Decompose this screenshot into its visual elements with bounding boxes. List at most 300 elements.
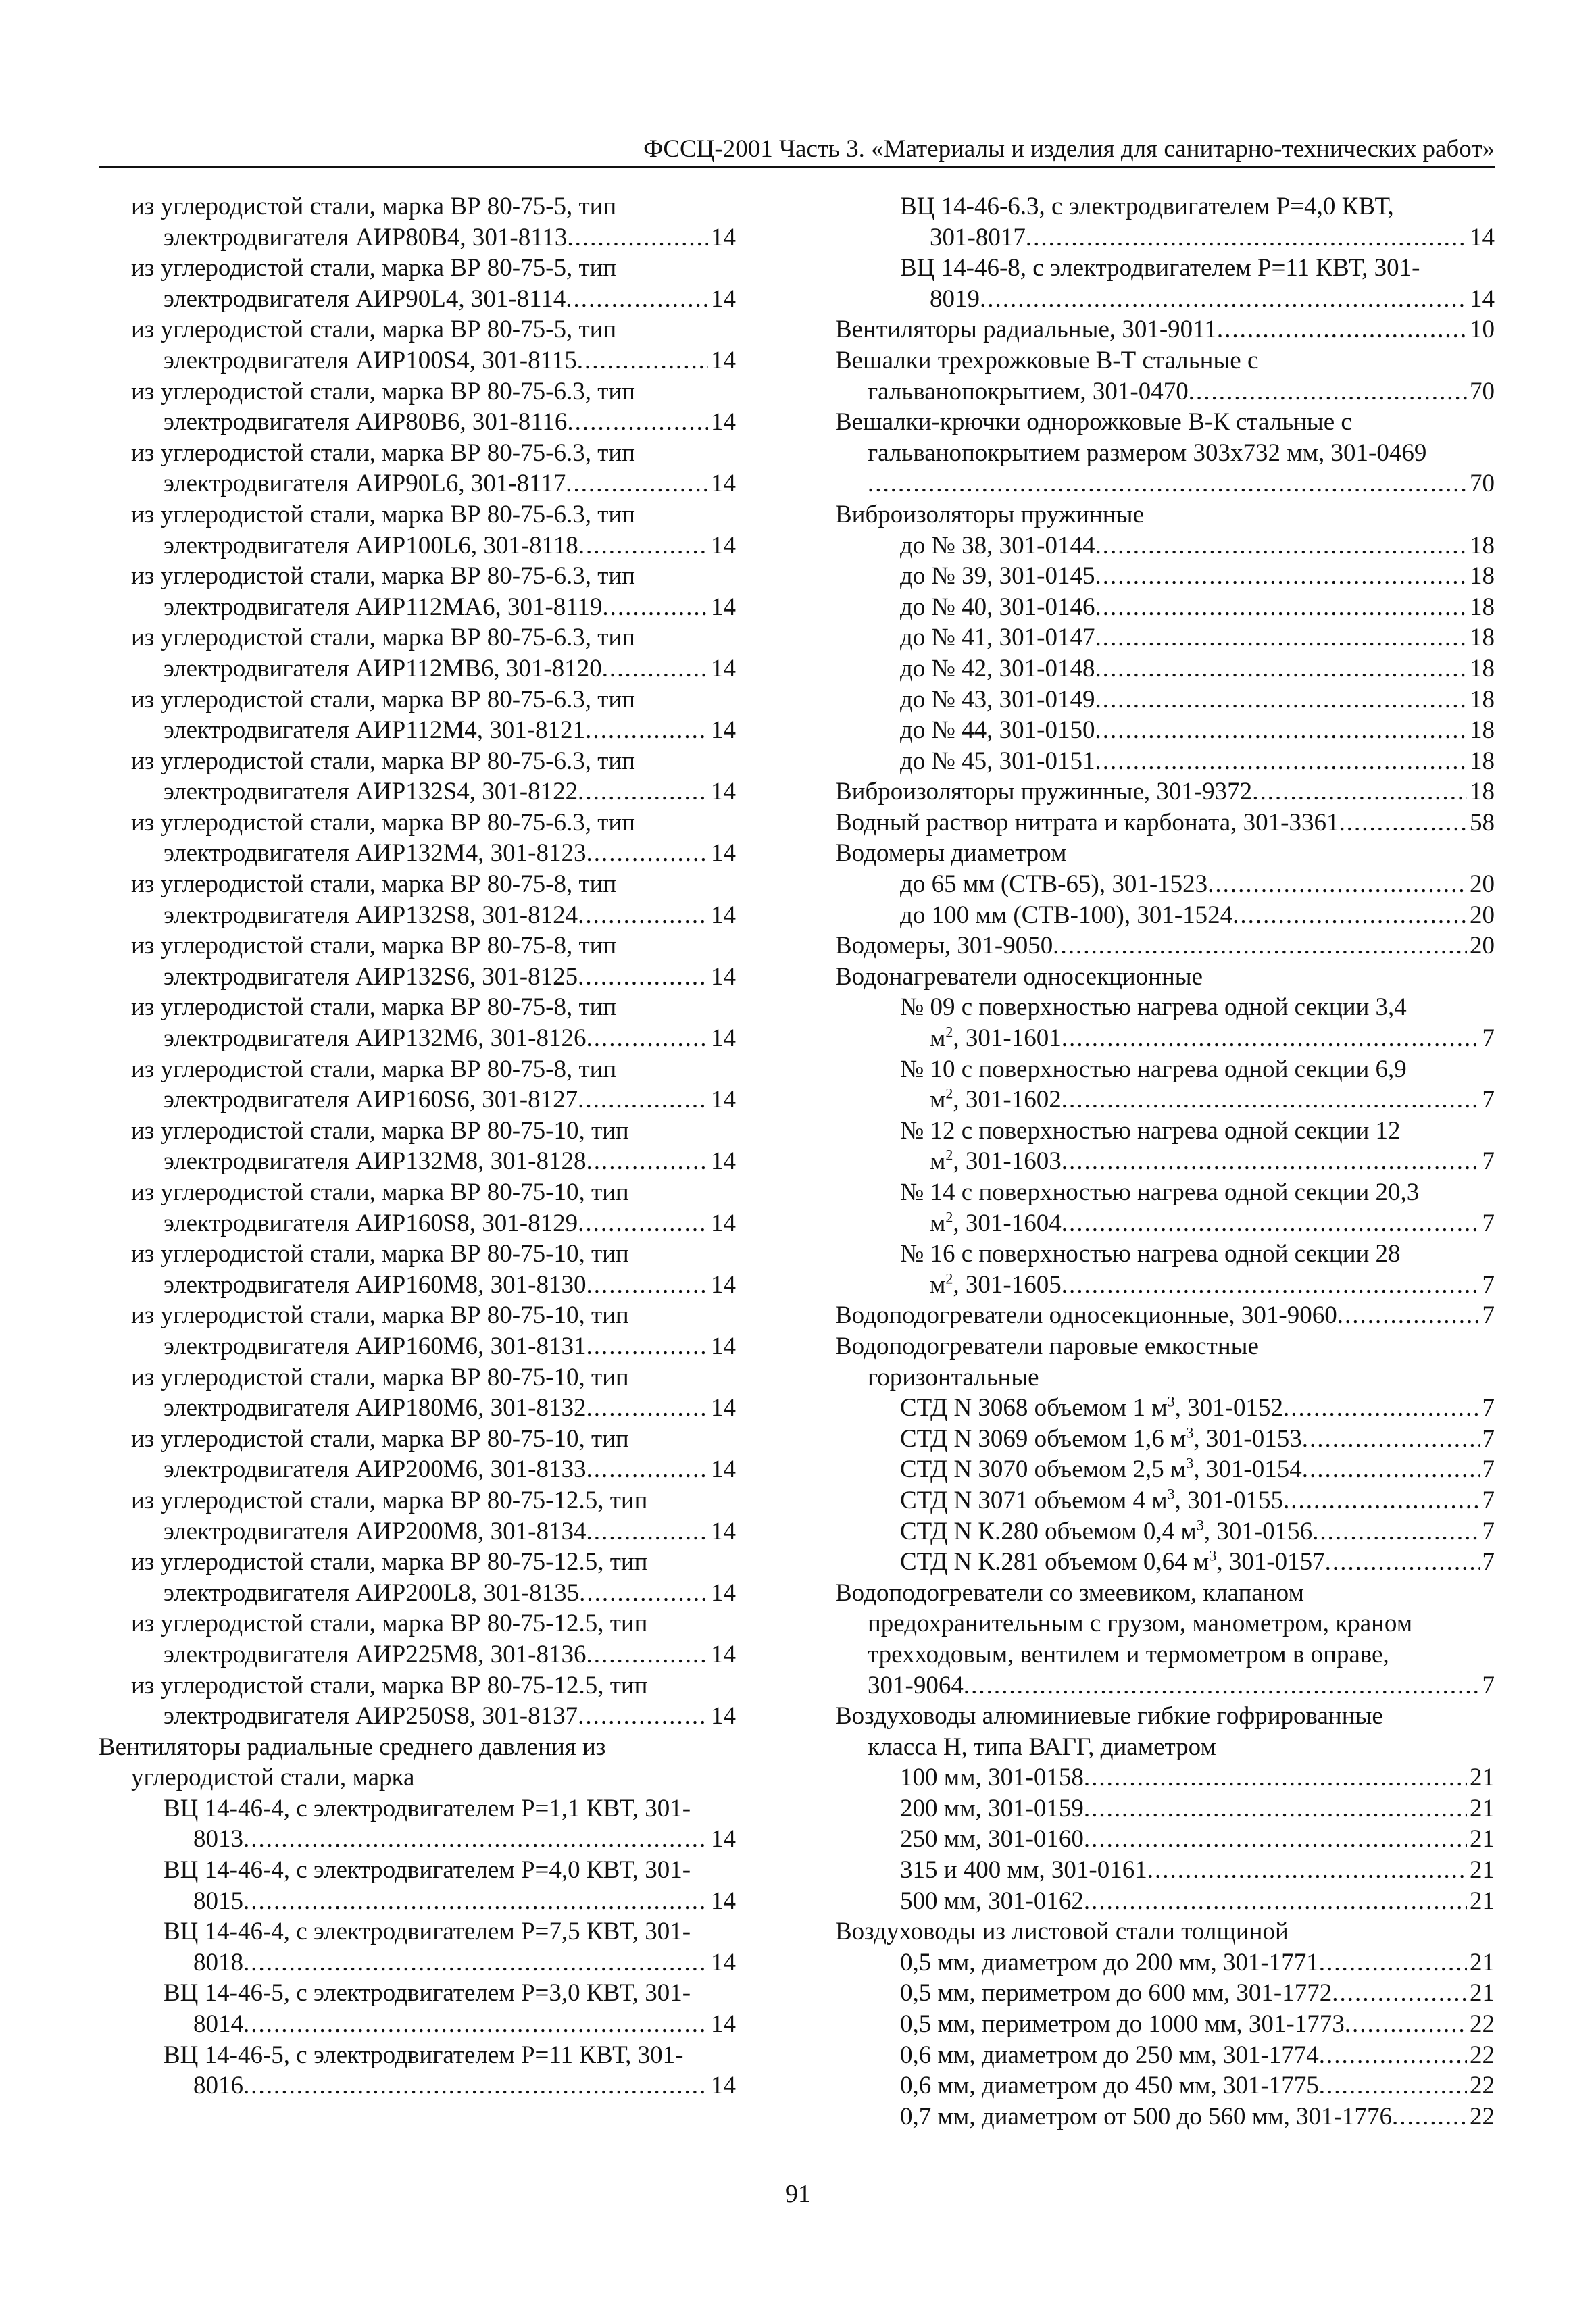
index-entry-line (835, 776, 1495, 807)
index-entry-line (835, 900, 1495, 931)
index-entry-page: 14 (711, 1024, 736, 1053)
index-entry-line (835, 438, 1495, 469)
index-entry-text: электродвигателя АИР112МА6, 301-8119 (164, 593, 603, 621)
index-entry-page: 7 (1482, 1024, 1495, 1053)
dot-leader (243, 1886, 708, 1917)
dot-leader (567, 407, 708, 438)
index-entry-text: из углеродистой стали, марка ВР 80-75-10, тип (131, 1240, 629, 1268)
dot-leader (1095, 592, 1467, 623)
index-entry-text: электродвигателя АИР90L4, 301-8114 (164, 284, 566, 313)
index-entry-line (99, 2009, 736, 2040)
index-entry-line (835, 1916, 1495, 1947)
index-entry-text: гальванопокрытием, 301-0470 (868, 377, 1189, 405)
index-entry-line (99, 1454, 736, 1485)
index-entry-line (99, 1146, 736, 1177)
index-entry-page: 14 (711, 470, 736, 498)
index-entry-text: углеродистой стали, марка (131, 1764, 415, 1792)
index-entry-text: из углеродистой стали, марка ВР 80-75-12.5, тип (131, 1610, 648, 1638)
index-entry-line (99, 1424, 736, 1455)
index-entry-text: электродвигателя АИР80В4, 301-8113 (164, 223, 568, 251)
dot-leader (243, 2070, 708, 2101)
index-entry-page: 14 (711, 1394, 736, 1422)
index-entry-line (835, 222, 1495, 253)
index-entry-line (99, 1516, 736, 1547)
dot-leader (1217, 314, 1467, 345)
index-entry-page: 7 (1482, 1394, 1495, 1422)
index-entry-page: 22 (1470, 2041, 1495, 2069)
index-entry-text: № 09 с поверхностью нагрева одной секции 3,4 (900, 993, 1407, 1022)
index-entry-line (99, 900, 736, 931)
dot-leader (577, 345, 708, 376)
index-entry-text: электродвигателя АИР132S8, 301-8124 (164, 901, 578, 929)
index-entry-text: СТД N К.281 объемом 0,64 $м^3$, 301-0157 (900, 1547, 1325, 1576)
dot-leader (578, 962, 708, 993)
index-entry-line (99, 746, 736, 777)
index-entry-text: 8016 (193, 2072, 243, 2100)
index-entry-page: 7 (1482, 1671, 1495, 1699)
index-entry-text: Водный раствор нитрата и карбоната, 301-3361 (835, 808, 1339, 837)
dot-leader (1062, 1146, 1480, 1177)
index-entry-text: 0,5 мм, периметром до 600 мм, 301-1772 (900, 1979, 1332, 2008)
index-entry-page: 14 (711, 654, 736, 682)
index-entry-text: из углеродистой стали, марка ВР 80-75-8, тип (131, 870, 617, 899)
index-entry-line (835, 2070, 1495, 2101)
index-entry-line (99, 1177, 736, 1208)
index-entry-text: 0,5 мм, диаметром до 200 мм, 301-1771 (900, 1948, 1319, 1976)
index-entry-page: 58 (1470, 808, 1495, 837)
index-entry-page: 21 (1470, 1794, 1495, 1822)
index-entry-line (835, 407, 1495, 438)
index-entry-page: 22 (1470, 2072, 1495, 2100)
dot-leader (578, 776, 708, 807)
index-entry-text: предохранительным с грузом, манометром, краном (868, 1610, 1413, 1638)
dot-leader (1095, 530, 1467, 562)
index-entry-line (835, 1116, 1495, 1147)
dot-leader (578, 1085, 708, 1116)
dot-leader (1062, 1270, 1480, 1301)
index-entry-text: до 100 мм (СТВ-100), 301-1524 (900, 901, 1233, 929)
index-entry-line (99, 1270, 736, 1301)
index-entry-text: 8014 (193, 2010, 243, 2039)
index-entry-page: 18 (1470, 593, 1495, 621)
index-entry-page: 14 (1470, 284, 1495, 313)
index-entry-text: ВЦ 14-46-4, с электродвигателем Р=1,1 КВТ, 301- (164, 1794, 691, 1822)
index-entry-text: $м^2$, 301-1603 (930, 1147, 1062, 1176)
index-entry-text: из углеродистой стали, марка ВР 80-75-6.3, тип (131, 377, 635, 405)
index-entry-text: ВЦ 14-46-5, с электродвигателем Р=11 КВТ, 301- (164, 2041, 684, 2069)
index-entry-line (835, 992, 1495, 1023)
index-entry-text: 8013 (193, 1825, 243, 1853)
index-entry-page: 14 (711, 1640, 736, 1668)
page-header-title: ФССЦ-2001 Часть 3. «Материалы и изделия для санитарно-технических работ» (643, 135, 1495, 163)
index-entry-text: Водоподогреватели со змеевиком, клапаном (835, 1578, 1304, 1607)
index-entry-line (99, 2070, 736, 2101)
index-entry-text: из углеродистой стали, марка ВР 80-75-12.5, тип (131, 1548, 648, 1576)
dot-leader (586, 1331, 708, 1362)
index-entry-text: Водомеры диаметром (835, 839, 1067, 868)
index-entry-text: электродвигателя АИР80В6, 301-8116 (164, 408, 568, 437)
index-entry-text: Водоподогреватели паровые емкостные (835, 1332, 1259, 1360)
dot-leader (1345, 2009, 1467, 2040)
index-entry-page: 18 (1470, 562, 1495, 591)
index-entry-line (99, 1116, 736, 1147)
dot-leader (1252, 776, 1467, 807)
dot-leader (1319, 2070, 1467, 2101)
index-entry-text: до 65 мм (СТВ-65), 301-1523 (900, 870, 1208, 899)
index-entry-text: из углеродистой стали, марка ВР 80-75-10, тип (131, 1116, 629, 1145)
index-entry-line (835, 1454, 1495, 1485)
index-entry-line (835, 1362, 1495, 1393)
index-entry-page: 7 (1482, 1424, 1495, 1453)
index-entry-line (99, 992, 736, 1023)
index-entry-text: ВЦ 14-46-6.3, с электродвигателем Р=4,0 КВТ, (900, 193, 1394, 220)
index-column-right (835, 191, 1495, 2132)
dot-leader (964, 1670, 1480, 1701)
index-entry-line (835, 962, 1495, 993)
dot-leader (1084, 1886, 1467, 1917)
index-entry-line (99, 376, 736, 407)
index-entry-text: электродвигателя АИР112МВ6, 301-8120 (164, 654, 602, 682)
index-entry-text: из углеродистой стали, марка ВР 80-75-5, тип (131, 316, 617, 344)
dot-leader (1337, 1300, 1480, 1331)
index-entry-line (835, 376, 1495, 407)
index-entry-text: 100 мм, 301-0158 (900, 1764, 1084, 1792)
index-entry-page: 7 (1482, 1086, 1495, 1114)
index-entry-text: до № 45, 301-0151 (900, 747, 1095, 775)
dot-leader (1207, 869, 1467, 900)
index-entry-text: трехходовым, вентилем и термометром в оправе, (868, 1640, 1389, 1668)
index-entry-text: до № 40, 301-0146 (900, 593, 1095, 621)
index-entry-text: Виброизоляторы пружинные, 301-9372 (835, 778, 1253, 806)
index-entry-text: Виброизоляторы пружинные (835, 500, 1144, 528)
dot-leader (586, 838, 708, 869)
index-entry-text: из углеродистой стали, марка ВР 80-75-10, тип (131, 1178, 629, 1206)
index-entry-line (835, 1331, 1495, 1362)
index-entry-text: из углеродистой стали, марка ВР 80-75-6.3, тип (131, 624, 635, 652)
index-entry-text: Воздуховоды из листовой стали толщиной (835, 1918, 1289, 1946)
index-entry-text: электродвигателя АИР160S8, 301-8129 (164, 1209, 578, 1237)
index-entry-text: электродвигателя АИР250S8, 301-8137 (164, 1702, 578, 1731)
index-entry-line (835, 1300, 1495, 1331)
index-entry-line (835, 314, 1495, 345)
index-entry-page: 18 (1470, 624, 1495, 652)
index-entry-page: 14 (711, 284, 736, 313)
index-entry-text: $м^2$, 301-1604 (930, 1208, 1062, 1237)
index-entry-text: СТД N 3070 объемом 2,5 $м^3$, 301-0154 (900, 1455, 1302, 1484)
index-entry-text: из углеродистой стали, марка ВР 80-75-10, тип (131, 1363, 629, 1391)
index-entry-line (835, 930, 1495, 962)
index-entry-page: 14 (711, 1209, 736, 1237)
index-entry-text: СТД N К.280 объемом 0,4 $м^3$, 301-0156 (900, 1516, 1313, 1545)
dot-leader (578, 1701, 708, 1732)
index-entry-page: 14 (711, 593, 736, 621)
index-entry-text: $м^2$, 301-1605 (930, 1270, 1062, 1299)
index-entry-text: № 16 с поверхностью нагрева одной секции 28 (900, 1240, 1401, 1268)
index-entry-text: ВЦ 14-46-4, с электродвигателем Р=4,0 КВТ, 301- (164, 1856, 691, 1885)
index-entry-line (99, 1855, 736, 1886)
dot-leader (567, 222, 708, 253)
index-entry-line (99, 438, 736, 469)
index-entry-page: 14 (711, 2072, 736, 2100)
index-entry-line (835, 622, 1495, 653)
index-entry-line (835, 746, 1495, 777)
index-entry-page: 20 (1470, 870, 1495, 899)
index-entry-text: из углеродистой стали, марка ВР 80-75-12.5, тип (131, 1671, 648, 1699)
index-entry-line (99, 1793, 736, 1824)
index-entry-line (835, 468, 1495, 499)
index-entry-text: гальванопокрытием размером 303х732 мм, 301-0469 (868, 439, 1427, 467)
dot-leader (1095, 622, 1467, 653)
index-entry-text: электродвигателя АИР90L6, 301-8117 (164, 470, 566, 498)
index-entry-text: электродвигателя АИР160М8, 301-8130 (164, 1270, 587, 1299)
index-entry-line (99, 1608, 736, 1639)
index-entry-line (835, 1608, 1495, 1639)
index-entry-line (835, 1701, 1495, 1732)
index-entry-text: СТД N 3069 объемом 1,6 $м^3$, 301-0153 (900, 1424, 1302, 1453)
index-entry-page: 21 (1470, 1948, 1495, 1976)
index-entry-line (99, 962, 736, 993)
index-entry-text: до № 42, 301-0148 (900, 654, 1095, 682)
index-entry-text: 8018 (193, 1948, 243, 1976)
index-entry-text: до № 43, 301-0149 (900, 685, 1095, 714)
index-entry-line (835, 838, 1495, 869)
index-entry-text: Вешалки-крючки однорожковые В-К стальные с (835, 408, 1352, 437)
index-entry-line (99, 684, 736, 716)
index-entry-text: 200 мм, 301-0159 (900, 1794, 1084, 1822)
dot-leader (1283, 1485, 1480, 1516)
index-entry-line (835, 191, 1495, 222)
index-entry-text: до № 38, 301-0144 (900, 531, 1095, 559)
dot-leader (602, 653, 708, 684)
index-entry-line (99, 1331, 736, 1362)
dot-leader (586, 1023, 708, 1054)
index-entry-text: № 12 с поверхностью нагрева одной секции 12 (900, 1116, 1401, 1145)
index-entry-text: электродвигателя АИР112М4, 301-8121 (164, 716, 586, 745)
dot-leader (586, 1270, 708, 1301)
index-entry-text: 0,6 мм, диаметром до 250 мм, 301-1774 (900, 2041, 1319, 2069)
index-entry-line (99, 191, 736, 222)
dot-leader (1332, 1978, 1467, 2009)
index-entry-line (99, 653, 736, 684)
index-entry-line (835, 1239, 1495, 1270)
index-entry-line (835, 1793, 1495, 1824)
dot-leader (1302, 1454, 1480, 1485)
index-entry-page: 7 (1482, 1209, 1495, 1237)
index-entry-page: 14 (711, 716, 736, 745)
index-entry-text: электродвигателя АИР200М6, 301-8133 (164, 1455, 587, 1484)
index-entry-line (835, 1485, 1495, 1516)
index-entry-line (835, 1639, 1495, 1670)
index-entry-line (99, 253, 736, 284)
index-entry-line (835, 1578, 1495, 1609)
index-entry-text: СТД N 3068 объемом 1 $м^3$, 301-0152 (900, 1393, 1283, 1422)
index-entry-page: 21 (1470, 1979, 1495, 2008)
index-entry-text: Вентиляторы радиальные, 301-9011 (835, 316, 1217, 344)
dot-leader (1053, 930, 1467, 962)
index-entry-page: 14 (711, 962, 736, 991)
index-entry-page: 21 (1470, 1856, 1495, 1885)
index-entry-page: 14 (711, 1825, 736, 1853)
index-entry-line (99, 715, 736, 746)
dot-leader (1062, 1085, 1480, 1116)
index-entry-page: 20 (1470, 932, 1495, 960)
index-entry-line (835, 1978, 1495, 2009)
dot-leader (868, 468, 1467, 499)
index-entry-line (835, 1177, 1495, 1208)
dot-leader (578, 900, 708, 931)
index-entry-page: 14 (711, 1702, 736, 1731)
index-entry-text: 0,5 мм, периметром до 1000 мм, 301-1773 (900, 2010, 1345, 2039)
index-entry-text: из углеродистой стали, марка ВР 80-75-8, тип (131, 1055, 617, 1083)
index-entry-text: Водонагреватели односекционные (835, 962, 1203, 991)
index-entry-text: класса Н, типа ВАГГ, диаметром (868, 1733, 1216, 1761)
index-entry-text: ВЦ 14-46-5, с электродвигателем Р=3,0 КВТ, 301- (164, 1979, 691, 2008)
index-entry-line (835, 345, 1495, 376)
index-entry-line (835, 1424, 1495, 1455)
index-entry-page: 21 (1470, 1825, 1495, 1853)
dot-leader (243, 1947, 708, 1978)
index-entry-line (99, 592, 736, 623)
index-entry-line (99, 622, 736, 653)
index-entry-line (835, 1516, 1495, 1547)
index-entry-page: 14 (711, 1270, 736, 1299)
dot-leader (586, 1146, 708, 1177)
index-entry-page: 22 (1470, 2010, 1495, 2039)
index-entry-line (99, 407, 736, 438)
index-entry-line (99, 1300, 736, 1331)
index-entry-page: 14 (711, 223, 736, 251)
index-entry-line (835, 1023, 1495, 1054)
dot-leader (1095, 715, 1467, 746)
index-entry-line (99, 869, 736, 900)
index-entry-page: 14 (711, 531, 736, 559)
dot-leader (1062, 1208, 1480, 1239)
index-entry-line (835, 1054, 1495, 1085)
index-entry-text: из углеродистой стали, марка ВР 80-75-6.3, тип (131, 439, 635, 467)
index-entry-line (99, 1978, 736, 2009)
index-entry-line (99, 1762, 736, 1793)
index-entry-line (835, 1824, 1495, 1855)
dot-leader (586, 1516, 708, 1547)
index-entry-text: из углеродистой стали, марка ВР 80-75-6.3, тип (131, 808, 635, 837)
index-entry-text: до № 39, 301-0145 (900, 562, 1095, 591)
index-entry-line (99, 1485, 736, 1516)
index-entry-text: электродвигателя АИР132М4, 301-8123 (164, 839, 587, 868)
index-entry-line (835, 1085, 1495, 1116)
index-entry-text: $м^2$, 301-1602 (930, 1085, 1062, 1114)
index-entry-line (99, 1670, 736, 1701)
index-entry-line (835, 2009, 1495, 2040)
index-entry-text: из углеродистой стали, марка ВР 80-75-10, тип (131, 1301, 629, 1330)
index-entry-text: электродвигателя АИР200L8, 301-8135 (164, 1578, 580, 1607)
index-entry-page: 18 (1470, 685, 1495, 714)
index-entry-text: 8019 (930, 284, 980, 313)
dot-leader (578, 1208, 708, 1239)
index-entry-line (99, 499, 736, 530)
index-entry-text: электродвигателя АИР225М8, 301-8136 (164, 1640, 587, 1668)
index-entry-page: 18 (1470, 747, 1495, 775)
index-entry-text: из углеродистой стали, марка ВР 80-75-6.3, тип (131, 747, 635, 775)
index-entry-page: 20 (1470, 901, 1495, 929)
dot-leader (1147, 1855, 1467, 1886)
index-column-left (99, 191, 736, 2101)
index-entry-line (99, 1701, 736, 1732)
index-entry-text: Водоподогреватели односекционные, 301-9060 (835, 1301, 1337, 1330)
index-entry-text: 500 мм, 301-0162 (900, 1887, 1084, 1915)
index-entry-text: до № 41, 301-0147 (900, 624, 1095, 652)
index-entry-text: ВЦ 14-46-4, с электродвигателем Р=7,5 КВТ, 301- (164, 1918, 691, 1946)
index-entry-text: из углеродистой стали, марка ВР 80-75-8, тип (131, 932, 617, 960)
index-entry-page: 7 (1482, 1517, 1495, 1545)
index-entry-page: 7 (1482, 1301, 1495, 1330)
index-entry-text: Воздуховоды алюминиевые гибкие гофрированные (835, 1702, 1383, 1731)
index-entry-line (99, 314, 736, 345)
index-entry-line (835, 869, 1495, 900)
dot-leader (1319, 1947, 1467, 1978)
index-entry-page: 22 (1470, 2102, 1495, 2131)
dot-leader (579, 1578, 708, 1609)
index-entry-line (99, 1023, 736, 1054)
index-entry-line (835, 2040, 1495, 2071)
index-entry-line (99, 1578, 736, 1609)
index-entry-text: электродвигателя АИР200М8, 301-8134 (164, 1517, 587, 1545)
index-entry-line (99, 1824, 736, 1855)
dot-leader (1095, 746, 1467, 777)
index-entry-page: 70 (1470, 377, 1495, 405)
index-entry-line (99, 561, 736, 592)
index-entry-text: электродвигателя АИР160S6, 301-8127 (164, 1086, 578, 1114)
index-entry-line (835, 530, 1495, 562)
index-entry-page: 18 (1470, 531, 1495, 559)
index-entry-line (99, 930, 736, 962)
index-entry-line (835, 1670, 1495, 1701)
index-entry-page: 18 (1470, 654, 1495, 682)
dot-leader (1325, 1547, 1480, 1578)
page-header (99, 132, 1495, 168)
dot-leader (1283, 1393, 1480, 1424)
index-entry-line (99, 1085, 736, 1116)
index-entry-line (99, 776, 736, 807)
index-entry-text: горизонтальные (868, 1363, 1039, 1391)
dot-leader (566, 468, 708, 499)
index-entry-line (99, 1886, 736, 1917)
index-entry-text: Вешалки трехрожковые В-Т стальные с (835, 346, 1259, 374)
index-entry-line (99, 1639, 736, 1670)
index-entry-line (99, 838, 736, 869)
index-entry-page: 21 (1470, 1764, 1495, 1792)
dot-leader (1392, 2101, 1467, 2133)
dot-leader (1312, 1516, 1479, 1547)
index-entry-text: ВЦ 14-46-8, с электродвигателем Р=11 КВТ, 301- (900, 254, 1420, 282)
index-entry-line (99, 1054, 736, 1085)
index-entry-page: 14 (711, 408, 736, 437)
index-entry-line (835, 561, 1495, 592)
index-entry-text: 250 мм, 301-0160 (900, 1825, 1084, 1853)
index-entry-text: из углеродистой стали, марка ВР 80-75-10, тип (131, 1424, 629, 1453)
index-entry-page: 7 (1482, 1455, 1495, 1484)
index-entry-line (835, 1547, 1495, 1578)
index-entry-page: 14 (711, 2010, 736, 2039)
index-entry-line (99, 807, 736, 839)
index-entry-line (99, 1732, 736, 1763)
index-entry-page: 14 (711, 1517, 736, 1545)
dot-leader (578, 530, 708, 562)
dot-leader (1084, 1824, 1467, 1855)
index-entry-line (835, 1762, 1495, 1793)
dot-leader (586, 1393, 708, 1424)
index-entry-line (835, 2101, 1495, 2133)
index-entry-page: 14 (711, 1948, 736, 1976)
